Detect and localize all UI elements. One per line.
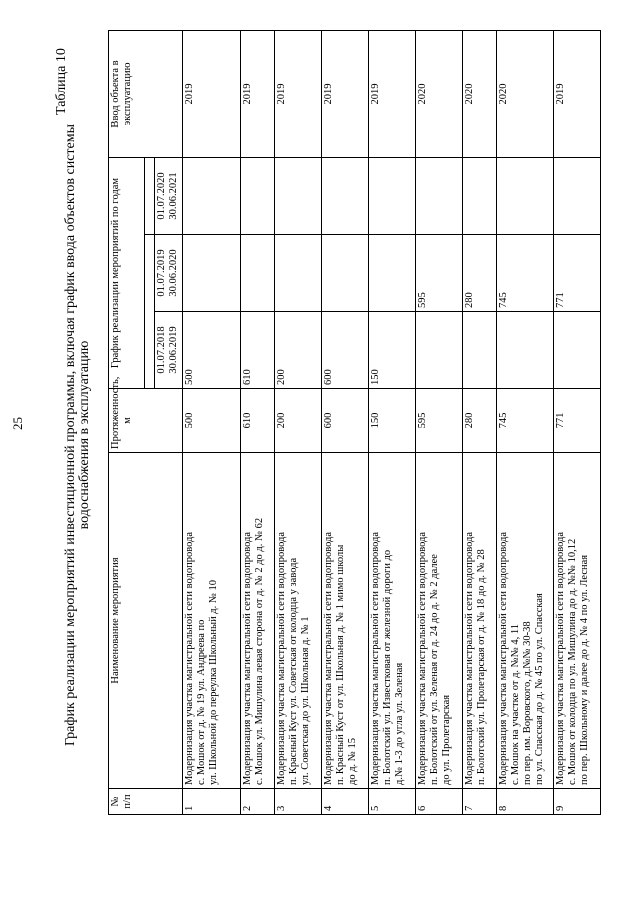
table-row <box>369 30 416 814</box>
row-name-line: с. Мошок от д. № 19 ул. Андреева по <box>196 619 207 785</box>
row-period-1 <box>416 312 463 389</box>
row-name <box>183 453 241 789</box>
row-length: 595 <box>416 389 463 453</box>
row-period-3 <box>275 157 322 234</box>
row-name-line: Модернизация участка магистральной сети водопровода <box>417 531 428 785</box>
row-number: 4 <box>322 789 369 815</box>
schedule-table <box>108 30 601 815</box>
row-commissioning: 2020 <box>463 30 497 157</box>
row-commissioning: 2019 <box>241 30 275 157</box>
table-row <box>322 30 369 814</box>
header-period-3: 01.07.2020 30.06.2021 <box>155 157 183 234</box>
table-row <box>463 30 497 814</box>
row-length: 745 <box>497 389 554 453</box>
row-name-line: п. Красный Куст ул. Советская от колодца у завода <box>288 557 299 785</box>
row-period-2 <box>183 235 241 312</box>
row-number: 8 <box>497 789 554 815</box>
row-period-2 <box>241 235 275 312</box>
row-period-3 <box>322 157 369 234</box>
row-name <box>241 453 275 789</box>
row-period-1 <box>554 312 601 389</box>
row-period-2: 745 <box>497 235 554 312</box>
row-name-line: Модернизация участка магистральной сети водопровода <box>464 531 475 785</box>
row-name-line: д.№ 1-3 до угла ул. Зеленая <box>394 662 405 785</box>
header-length: Протяженность, м <box>109 389 183 453</box>
row-period-2 <box>275 235 322 312</box>
row-name-line: по пер. Школьному и далее до д. № 4 по ул. Лесная <box>579 554 590 785</box>
row-commissioning: 2020 <box>416 30 463 157</box>
row-period-3 <box>416 157 463 234</box>
row-period-1: 500 <box>183 312 241 389</box>
header-period-2: 01.07.2019 30.06.2020 <box>155 235 183 312</box>
row-period-1: 200 <box>275 312 322 389</box>
header-schedule-spacer <box>145 157 155 234</box>
row-length: 600 <box>322 389 369 453</box>
table-row <box>497 30 554 814</box>
row-period-2 <box>369 235 416 312</box>
table-number: Таблица 10 <box>54 48 69 115</box>
row-period-1: 150 <box>369 312 416 389</box>
row-name-line: Модернизация участка магистральной сети водопровода <box>184 531 195 785</box>
row-period-1: 610 <box>241 312 275 389</box>
row-name-line: п. Болотский ул. Пролетарская от д. № 18 до д. № 28 <box>476 549 487 785</box>
row-length: 200 <box>275 389 322 453</box>
row-name-line: Модернизация участка магистральной сети водопровода <box>555 531 566 785</box>
row-name <box>322 453 369 789</box>
row-length: 771 <box>554 389 601 453</box>
row-name <box>275 453 322 789</box>
row-number: 1 <box>183 789 241 815</box>
row-name-line: Модернизация участка магистральной сети водопровода <box>498 531 509 785</box>
table-row <box>554 30 601 814</box>
row-number: 7 <box>463 789 497 815</box>
row-commissioning: 2019 <box>554 30 601 157</box>
row-name-line: Модернизация участка магистральной сети водопровода <box>370 531 381 785</box>
row-length: 500 <box>183 389 241 453</box>
header-period-1: 01.07.2018 30.06.2019 <box>155 312 183 389</box>
table-row <box>241 30 275 814</box>
row-name-line: п. Красный Куст от ул. Школьная д. № 1 мимо школы <box>335 544 346 785</box>
row-period-3 <box>369 157 416 234</box>
header-number: № п/п <box>109 789 183 815</box>
row-length: 150 <box>369 389 416 453</box>
row-length: 280 <box>463 389 497 453</box>
row-name-line: п. Болотский ул. Известковая от железной дороги до <box>382 549 393 785</box>
row-number: 3 <box>275 789 322 815</box>
row-number: 2 <box>241 789 275 815</box>
row-period-2: 771 <box>554 235 601 312</box>
table-row <box>275 30 322 814</box>
row-name-line: Модернизация участка магистральной сети водопровода <box>323 531 334 785</box>
row-name-line: с. Мошок от колодца по ул. Мишулина до д. №№ 10,12 <box>567 538 578 785</box>
row-period-1: 600 <box>322 312 369 389</box>
row-commissioning: 2019 <box>275 30 322 157</box>
row-commissioning: 2020 <box>497 30 554 157</box>
table-row <box>183 30 241 814</box>
row-period-3 <box>463 157 497 234</box>
row-name-line: до д. № 15 <box>347 738 358 785</box>
row-period-1 <box>497 312 554 389</box>
row-name-line: Модернизация участка магистральной сети водопровода <box>276 531 287 785</box>
header-commissioning: Ввод объекта в эксплуатацию <box>109 30 183 157</box>
row-period-3 <box>183 157 241 234</box>
row-period-2 <box>322 235 369 312</box>
row-name <box>463 453 497 789</box>
row-name-line: п. Болотский от ул. Зеленая от д. 24 до д. № 2 далее <box>429 554 440 785</box>
page-number: 25 <box>10 417 25 430</box>
header-name: Наименование мероприятия <box>109 453 183 789</box>
row-name-line: по ул. Спасская до д. № 45 по ул. Спасская <box>534 593 545 785</box>
document-title: График реализации мероприятий инвестиционной программы, включая график ввода объектов системы водоснабжения в эксплуатацию <box>63 123 92 747</box>
row-name <box>369 453 416 789</box>
row-number: 6 <box>416 789 463 815</box>
row-commissioning: 2019 <box>322 30 369 157</box>
row-number: 9 <box>554 789 601 815</box>
row-name <box>554 453 601 789</box>
row-name-line: Модернизация участка магистральной сети водопровода <box>242 531 253 785</box>
header-schedule: График реализации мероприятий по годам <box>109 157 145 388</box>
row-name-line: до ул. Пролетарская <box>441 694 452 785</box>
row-name-line: с. Мошок ул. Мишулина левая сторона от д. № 2 до д. № 62 <box>254 517 265 785</box>
row-name-line: ул. Советская до ул. Школьная д. № 1 <box>300 616 311 785</box>
row-name-line: с. Мошок на участке от д. №№ 4, 11 <box>510 624 521 785</box>
row-length: 610 <box>241 389 275 453</box>
row-commissioning: 2019 <box>369 30 416 157</box>
table-row <box>416 30 463 814</box>
row-name-line: ул. Школьной до переулка Школьный д. № 10 <box>208 579 219 785</box>
row-name <box>497 453 554 789</box>
row-commissioning: 2019 <box>183 30 241 157</box>
row-period-3 <box>497 157 554 234</box>
row-period-3 <box>554 157 601 234</box>
row-name <box>416 453 463 789</box>
row-number: 5 <box>369 789 416 815</box>
row-period-3 <box>241 157 275 234</box>
header-schedule-spacer <box>145 235 155 389</box>
row-period-1 <box>463 312 497 389</box>
row-period-2: 595 <box>416 235 463 312</box>
row-name-line: по пер. им. Воровского, д.№№ 30-38 <box>522 621 533 785</box>
row-period-2: 280 <box>463 235 497 312</box>
